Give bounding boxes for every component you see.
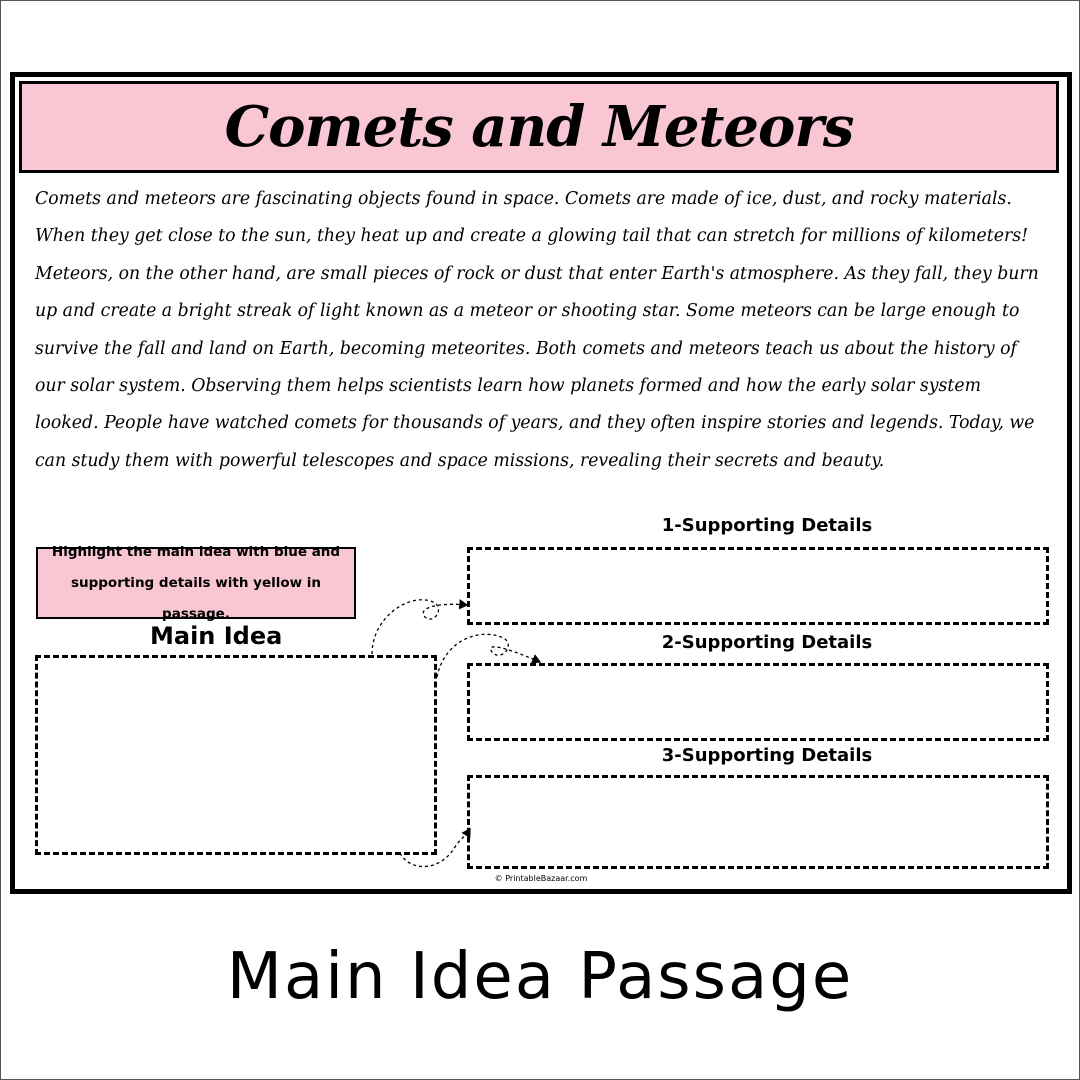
supporting-detail-1-answer-box[interactable] <box>467 547 1049 625</box>
copyright-notice: © PrintableBazaar.com <box>494 874 588 883</box>
worksheet <box>10 72 1072 894</box>
title-bar <box>19 81 1059 173</box>
arrow-to-detail-1 <box>372 600 467 654</box>
worksheet-title: Comets and Meteors <box>224 94 854 160</box>
supporting-detail-3-label: 3-Supporting Details <box>661 745 873 766</box>
main-idea-label: Main Idea <box>150 622 283 650</box>
reading-passage: Comets and meteors are fascinating objects found in space. Comets are made of ice, dust, and rocky materials. When they get close to the sun, they heat up and create a glowing tail that can stretch for millions of kilometers! Meteors, on the other hand, are small pieces of rock or dust that enter Earth's atmosphere. As they fall, they burn up and create a bright streak of light known as a meteor or shooting star. Some meteors can be large enough to survive the fall and land on Earth, becoming meteorites. Both comets and meteors teach us about the history of our solar system. Observing them helps scientists learn how planets formed and how the early solar system looked. People have watched comets for thousands of years, and they often inspire stories and legends. Today, we can study them with powerful telescopes and space missions, revealing their secrets and beauty. <box>35 189 1039 471</box>
supporting-detail-2-answer-box[interactable] <box>467 663 1049 741</box>
supporting-detail-2-label: 2-Supporting Details <box>661 632 873 653</box>
supporting-detail-1-label: 1-Supporting Details <box>661 515 873 536</box>
instruction-text: Highlight the main idea with blue and supporting details with yellow in passage. <box>51 543 341 622</box>
instruction-box <box>36 543 356 622</box>
caption: Main Idea Passage <box>226 940 854 1014</box>
supporting-detail-3-answer-box[interactable] <box>467 775 1049 869</box>
main-idea-answer-box[interactable] <box>35 655 437 855</box>
